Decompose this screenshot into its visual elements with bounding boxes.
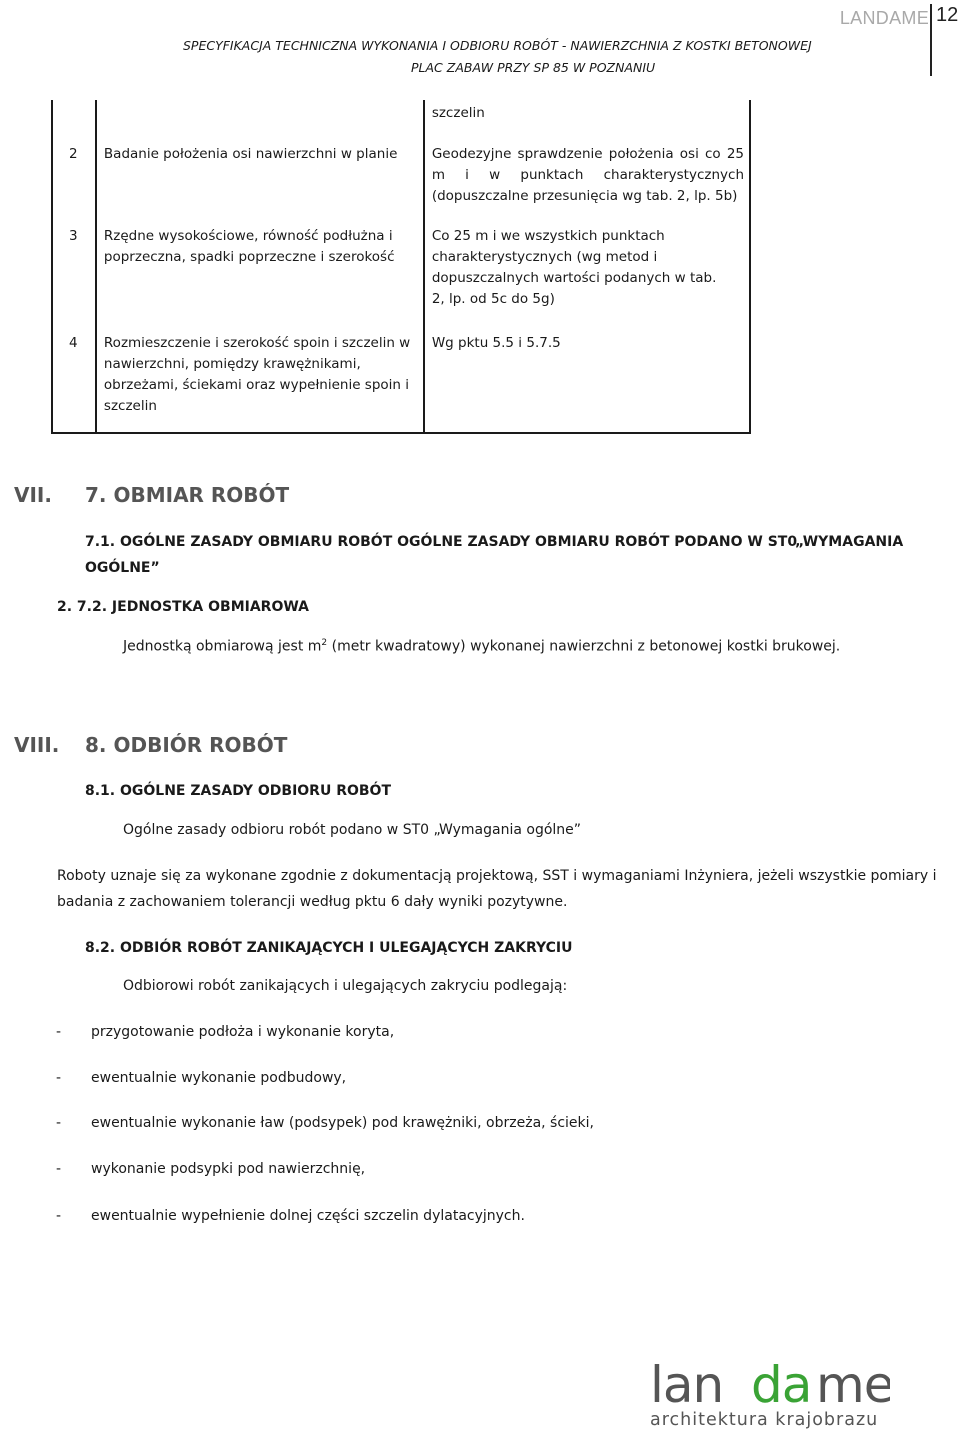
row-number: 3 xyxy=(52,226,96,333)
header-divider xyxy=(930,4,932,76)
unit-description xyxy=(123,638,840,655)
unit-superscript: 2 xyxy=(321,638,328,648)
row-requirement: Geodezyjne sprawdzenie położenia osi co 25 m i w punktach charakterystycznych (dopuszczalne przesunięcia wg tab. 2, lp. 5b) xyxy=(424,144,750,226)
company-logo xyxy=(650,1358,890,1434)
unit-text-end: (metr kwadratowy) wykonanej nawierzchni z betonowej kostki brukowej. xyxy=(327,638,841,655)
section-title: 8. ODBIÓR ROBÓT xyxy=(85,733,288,757)
header-title-line2: PLAC ZABAW PRZY SP 85 W POZNANIU xyxy=(411,60,656,75)
table-row xyxy=(52,226,750,333)
logo-wordmark-accent: da xyxy=(751,1358,812,1414)
logo-wordmark-end: me xyxy=(816,1358,890,1414)
subsection-heading-tail: „WYMAGANIA xyxy=(795,534,904,550)
bullet-marker: - xyxy=(56,1024,62,1040)
subsection-heading: 7.1. OGÓLNE ZASADY OBMIARU ROBÓT OGÓLNE ZASADY OBMIARU ROBÓT PODANO W ST0 xyxy=(85,534,798,550)
subsection-heading: 8.2. ODBIÓR ROBÓT ZANIKAJĄCYCH I ULEGAJĄCYCH ZAKRYCIU xyxy=(85,940,573,956)
logo-tagline: architektura krajobrazu xyxy=(650,1410,879,1430)
logo-wordmark: lan xyxy=(650,1358,724,1414)
subsection-text: Ogólne zasady odbioru robót podano w ST0 „Wymagania ogólne” xyxy=(123,822,582,838)
row-number: 4 xyxy=(52,333,96,433)
list-item: wykonanie podsypki pod nawierzchnię, xyxy=(91,1161,366,1177)
unit-text-start: Jednostką obmiarową jest m xyxy=(123,638,322,655)
section-title: 7. OBMIAR ROBÓT xyxy=(85,483,290,507)
bullet-marker: - xyxy=(56,1070,62,1086)
row-description: Rozmieszczenie i szerokość spoin i szczelin w nawierzchni, pomiędzy krawężnikami, obrzeżami, ściekami oraz wypełnienie spoin i szczelin xyxy=(96,333,424,433)
subsection-heading: 8.1. OGÓLNE ZASADY ODBIORU ROBÓT xyxy=(85,783,392,799)
table-row xyxy=(52,100,750,144)
list-item: przygotowanie podłoża i wykonanie koryta, xyxy=(91,1024,395,1040)
list-item: ewentualnie wykonanie podbudowy, xyxy=(91,1070,347,1086)
landame-logo-icon xyxy=(650,1358,890,1430)
section-number-roman: VII. xyxy=(14,483,52,507)
row-description: Rzędne wysokościowe, równość podłużna i poprzeczna, spadki poprzeczne i szerokość xyxy=(96,226,424,333)
table-row xyxy=(52,144,750,226)
subsection-heading-cont: OGÓLNE” xyxy=(85,560,160,576)
list-item: ewentualnie wypełnienie dolnej części szczelin dylatacyjnych. xyxy=(91,1208,525,1224)
bullet-marker: - xyxy=(56,1161,62,1177)
section-number-roman: VIII. xyxy=(14,733,60,757)
paragraph-line: badania z zachowaniem tolerancji według pktu 6 dały wyniki pozytywne. xyxy=(57,894,568,910)
row-number: 2 xyxy=(52,144,96,226)
header-title-line1: SPECYFIKACJA TECHNICZNA WYKONANIA I ODBIORU ROBÓT - NAWIERZCHNIA Z KOSTKI BETONOWEJ xyxy=(183,38,812,53)
control-table xyxy=(51,100,751,434)
subsection-heading: 2. 7.2. JEDNOSTKA OBMIAROWA xyxy=(57,599,310,615)
row-requirement: Wg pktu 5.5 i 5.7.5 xyxy=(424,333,750,433)
subsection-text: Odbiorowi robót zanikających i ulegających zakryciu podlegają: xyxy=(123,978,568,994)
row-description: Badanie położenia osi nawierzchni w planie xyxy=(96,144,424,226)
list-item: ewentualnie wykonanie ław (podsypek) pod krawężniki, obrzeża, ścieki, xyxy=(91,1115,594,1131)
paragraph-line: Roboty uznaje się za wykonane zgodnie z dokumentacją projektową, SST i wymaganiami Inżyniera, jeżeli wszystkie pomiary i xyxy=(57,868,937,884)
row-requirement: Co 25 m i we wszystkich punktach charakterystycznych (wg metod i dopuszczalnych wartości podanych w tab. 2, lp. od 5c do 5g) xyxy=(424,226,750,333)
table-cell-carry-over: szczelin xyxy=(424,100,750,144)
bullet-marker: - xyxy=(56,1208,62,1224)
page-number: 12 xyxy=(936,4,959,26)
bullet-marker: - xyxy=(56,1115,62,1131)
table-row xyxy=(52,333,750,433)
brand-name: LANDAME xyxy=(839,8,929,28)
